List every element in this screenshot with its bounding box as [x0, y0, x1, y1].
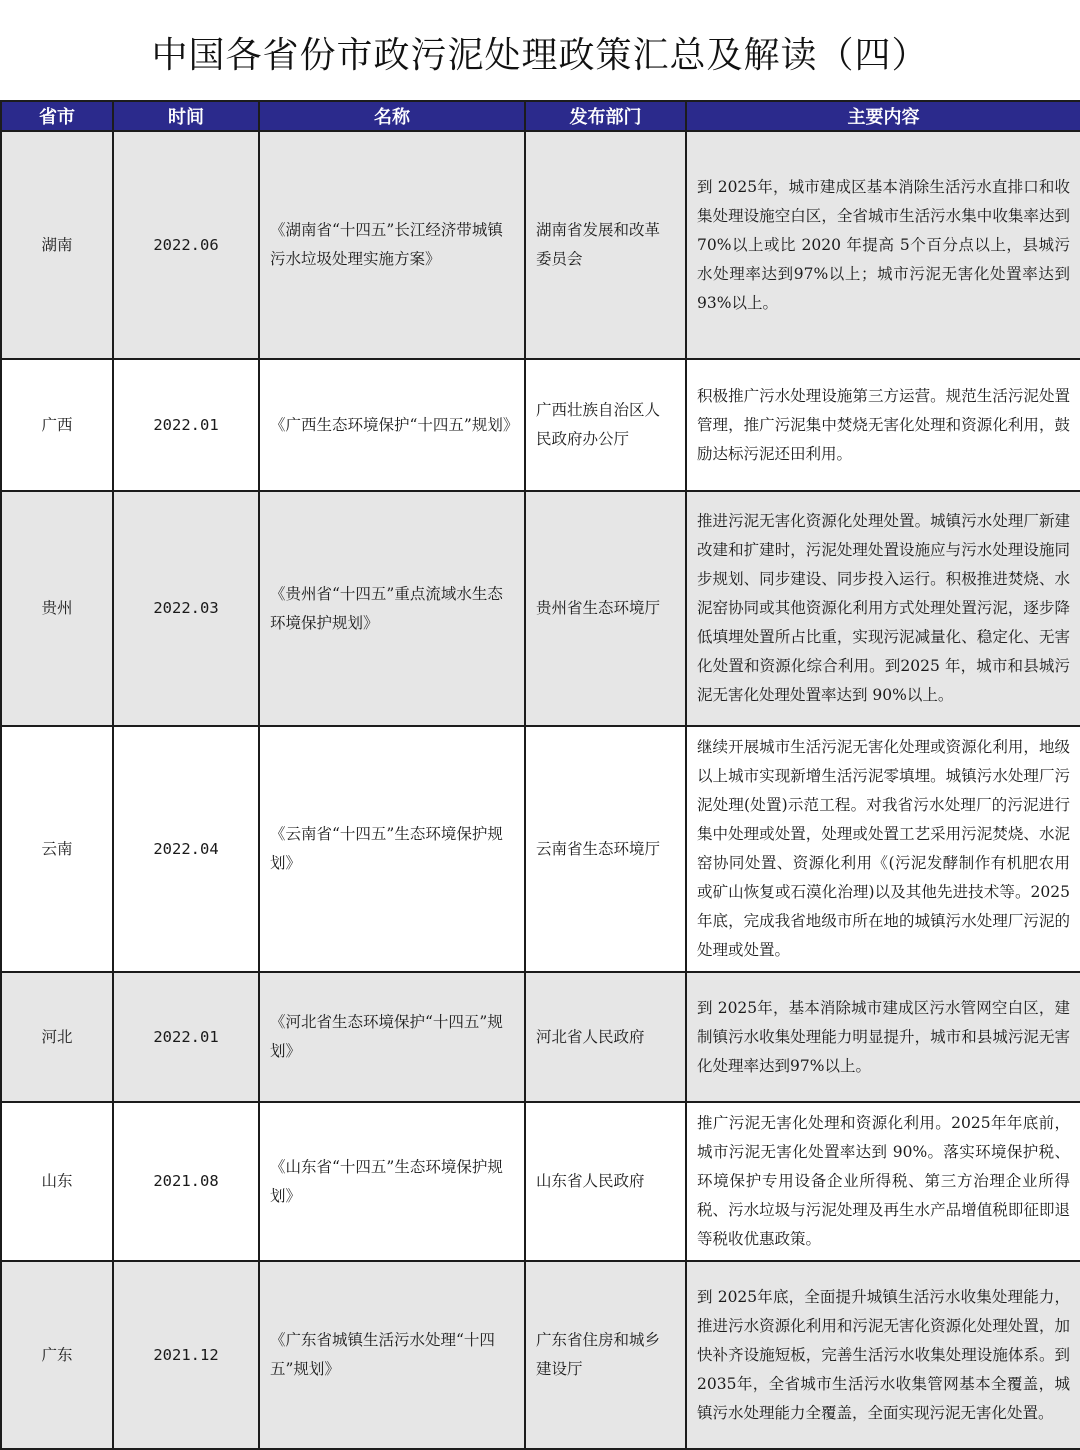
- cell-name: 《山东省“十四五”生态环境保护规划》: [259, 1102, 525, 1261]
- cell-department: 广东省住房和城乡建设厅: [525, 1261, 686, 1449]
- page-title: 中国各省份市政污泥处理政策汇总及解读（四）: [151, 35, 929, 76]
- cell-department: 湖南省发展和改革委员会: [525, 131, 686, 359]
- header-content: 主要内容: [686, 101, 1080, 131]
- cell-date: 2021.08: [113, 1102, 259, 1261]
- cell-name: 《湖南省“十四五”长江经济带城镇污水垃圾处理实施方案》: [259, 131, 525, 359]
- table-row: [1, 972, 1080, 1102]
- table-row: [1, 359, 1080, 491]
- cell-department: 河北省人民政府: [525, 972, 686, 1102]
- cell-content: 到 2025年，城市建成区基本消除生活污水直排口和收集处理设施空白区，全省城市生活污水集中收集率达到 70%以上或比 2020 年提高 5个百分点以上，县城污水处理率达到97%以上；城市污泥无害化处置率达到 93%以上。: [686, 131, 1080, 359]
- cell-name: 《贵州省“十四五”重点流域水生态环境保护规划》: [259, 491, 525, 726]
- cell-date: 2022.04: [113, 726, 259, 972]
- cell-name: 《广西生态环境保护“十四五”规划》: [259, 359, 525, 491]
- cell-content: 继续开展城市生活污泥无害化处理或资源化利用，地级以上城市实现新增生活污泥零填埋。城镇污水处理厂污泥处理(处置)示范工程。对我省污水处理厂的污泥进行集中处理或处置，处理或处置工艺采用污泥焚烧、水泥窑协同处置、资源化利用《(污泥发酵制作有机肥农用或矿山恢复或石漠化治理)以及其他先进技术等。2025 年底，完成我省地级市所在地的城镇污水处理厂污泥的处理或处置。: [686, 726, 1080, 972]
- cell-province: 广东: [1, 1261, 113, 1449]
- cell-province: 河北: [1, 972, 113, 1102]
- cell-department: 山东省人民政府: [525, 1102, 686, 1261]
- cell-department: 云南省生态环境厅: [525, 726, 686, 972]
- cell-date: 2022.01: [113, 359, 259, 491]
- header-province: 省市: [1, 101, 113, 131]
- cell-province: 贵州: [1, 491, 113, 726]
- header-date: 时间: [113, 101, 259, 131]
- cell-content: 推进污泥无害化资源化处理处置。城镇污水处理厂新建改建和扩建时，污泥处理处置设施应与污水处理设施同步规划、同步建设、同步投入运行。积极推进焚烧、水泥窑协同或其他资源化利用方式处理处置污泥，逐步降低填埋处置所占比重，实现污泥减量化、稳定化、无害化处置和资源化综合利用。到2025 年，城市和县城污泥无害化处理处置率达到 90%以上。: [686, 491, 1080, 726]
- cell-name: 《河北省生态环境保护“十四五”规划》: [259, 972, 525, 1102]
- cell-province: 湖南: [1, 131, 113, 359]
- table-row: [1, 131, 1080, 359]
- cell-date: 2022.03: [113, 491, 259, 726]
- cell-content: 积极推广污水处理设施第三方运营。规范生活污泥处置管理，推广污泥集中焚烧无害化处理和资源化利用，鼓励达标污泥还田利用。: [686, 359, 1080, 491]
- cell-content: 到 2025年，基本消除城市建成区污水管网空白区，建制镇污水收集处理能力明显提升，城市和县城污泥无害化处理率达到97%以上。: [686, 972, 1080, 1102]
- header-name: 名称: [259, 101, 525, 131]
- table-row: [1, 491, 1080, 726]
- cell-province: 山东: [1, 1102, 113, 1261]
- cell-name: 《云南省“十四五”生态环境保护规划》: [259, 726, 525, 972]
- cell-content: 到 2025年底，全面提升城镇生活污水收集处理能力，推进污水资源化利用和污泥无害化资源化处理处置，加快补齐设施短板，完善生活污水收集处理设施体系。到 2035年，全省城市生活污水收集管网基本全覆盖，城镇污水处理能力全覆盖，全面实现污泥无害化处置。: [686, 1261, 1080, 1449]
- table-row: [1, 726, 1080, 972]
- cell-province: 云南: [1, 726, 113, 972]
- cell-name: 《广东省城镇生活污水处理“十四五”规划》: [259, 1261, 525, 1449]
- header-row: [1, 101, 1080, 131]
- cell-date: 2021.12: [113, 1261, 259, 1449]
- header-department: 发布部门: [525, 101, 686, 131]
- table-row: [1, 1102, 1080, 1261]
- table-row: [1, 1261, 1080, 1449]
- cell-province: 广西: [1, 359, 113, 491]
- cell-date: 2022.06: [113, 131, 259, 359]
- cell-department: 广西壮族自治区人民政府办公厅: [525, 359, 686, 491]
- cell-date: 2022.01: [113, 972, 259, 1102]
- policy-table: [0, 100, 1080, 1450]
- cell-content: 推广污泥无害化处理和资源化利用。2025年年底前，城市污泥无害化处置率达到 90%。落实环境保护税、环境保护专用设备企业所得税、第三方治理企业所得税、污水垃圾与污泥处理及再生水产品增值税即征即退等税收优惠政策。: [686, 1102, 1080, 1261]
- cell-department: 贵州省生态环境厅: [525, 491, 686, 726]
